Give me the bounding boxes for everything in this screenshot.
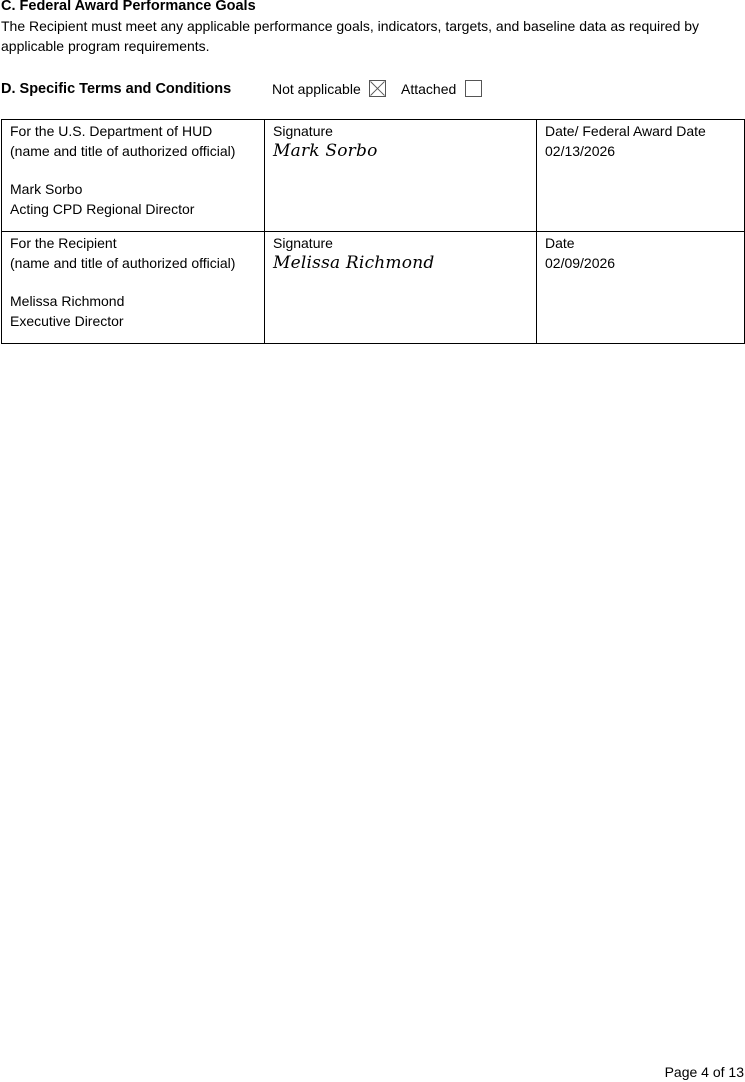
not-applicable-checkbox[interactable] (369, 80, 386, 97)
date-value: 02/13/2026 (545, 143, 616, 159)
attached-label: Attached (401, 81, 457, 97)
official-name: Melissa Richmond (10, 293, 125, 309)
signature-label: Signature (273, 235, 333, 251)
table-row (2, 232, 745, 344)
recipient-signature-cell (265, 232, 537, 344)
not-applicable-label: Not applicable (272, 81, 361, 97)
hud-official-cell (2, 120, 265, 232)
party-label: For the U.S. Department of HUD (10, 123, 213, 139)
section-c-body: The Recipient must meet any applicable performance goals, indicators, targets, and baseline data as required by applicable program requirements. (1, 18, 700, 54)
official-title: Acting CPD Regional Director (10, 201, 195, 217)
hud-signature-cell (265, 120, 537, 232)
check-x-icon (370, 81, 385, 96)
recipient-date-cell (537, 232, 745, 344)
page-number: Page 4 of 13 (664, 1064, 744, 1080)
hud-date-cell (537, 120, 745, 232)
party-sublabel: (name and title of authorized official) (10, 143, 236, 159)
section-d-title: D. Specific Terms and Conditions (1, 81, 232, 97)
section-c-title: C. Federal Award Performance Goals (1, 0, 256, 14)
date-label: Date (545, 235, 575, 251)
official-title: Executive Director (10, 313, 124, 329)
signature-label: Signature (273, 123, 333, 139)
party-label: For the Recipient (10, 235, 117, 251)
section-d-row (1, 78, 741, 100)
party-sublabel: (name and title of authorized official) (10, 255, 236, 271)
signature-table (1, 119, 745, 344)
attached-checkbox[interactable] (465, 80, 482, 97)
official-name: Mark Sorbo (10, 181, 83, 197)
table-row (2, 120, 745, 232)
recipient-official-cell (2, 232, 265, 344)
date-label: Date/ Federal Award Date (545, 123, 706, 139)
handwritten-signature: Mark Sorbo (273, 141, 378, 161)
date-value: 02/09/2026 (545, 255, 616, 271)
handwritten-signature: Melissa Richmond (273, 253, 435, 273)
